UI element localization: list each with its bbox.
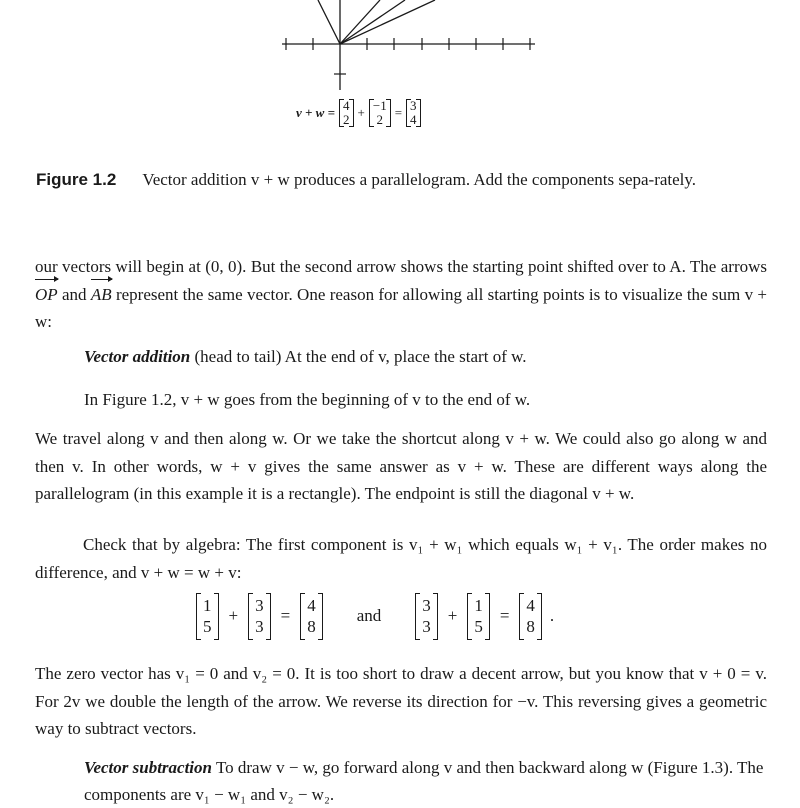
term-vector-addition: Vector addition — [84, 347, 191, 366]
equation-lhs: v + w = — [296, 105, 336, 120]
vector-arrow — [340, 0, 435, 44]
vector-sum: 3 4 — [406, 99, 421, 126]
paragraph: The zero vector has v₁ = 0 and v₂ = 0. It is too short to draw a decent arrow, but you know that v + 0 = v. For 2v we double the length of the arrow. We reverse its direction for −v. This reversing gives a geometric way to subtract vectors. — [35, 664, 767, 738]
vector: 4 8 — [519, 593, 542, 640]
paragraph: our vectors will begin at (0, 0). But the second arrow shows the starting point shifted over to A. The arrows OP and AB represent the same vector. One reason for allowing all starting points is to visualize the sum v + w: — [35, 257, 768, 331]
figure-label: Figure 1.2 — [36, 170, 117, 189]
paragraph: We travel along v and then along w. Or we take the shortcut along v + w. We could also go along w and then v. In other words, w + v gives the same answer as v + w. These are different ways along the parallelogram (in this example it is a rectangle). The endpoint is still the diagonal v + w. — [35, 429, 767, 503]
term-vector-subtraction: Vector subtraction — [84, 758, 212, 777]
figure-caption — [36, 166, 766, 193]
vector-ab: AB — [91, 281, 112, 309]
figure-equation — [296, 93, 421, 133]
commutative-equation: 1 5 + 3 3 = 4 8 and 3 3 + 1 5 = 4 8 . — [196, 593, 554, 640]
caption-text: Vector addition v + w produces a parallelogram. Add the components sepa-rately. — [142, 170, 697, 189]
vector-arrow — [340, 0, 380, 44]
vector-addition-diagram — [270, 0, 570, 95]
plus-sign: + — [357, 105, 365, 120]
vector: 3 3 — [248, 593, 271, 640]
equals-sign: = — [394, 105, 403, 120]
vector: 4 8 — [300, 593, 323, 640]
vector-op: OP — [35, 281, 58, 309]
vector: 1 5 — [196, 593, 219, 640]
vector-arrow — [340, 0, 405, 44]
vector: 3 3 — [415, 593, 438, 640]
vector-w: −1 2 — [369, 99, 391, 126]
vector-arrow — [318, 0, 340, 44]
figure-reference: In Figure 1.2, v + w goes from the beginning of v to the end of w. — [84, 390, 531, 409]
vector: 1 5 — [467, 593, 490, 640]
vector-subtraction-rule: Vector subtraction To draw v − w, go forward along v and then backward along w (Figure 1.3). The components are v₁ − w₁ and v₂ − w₂. — [84, 758, 764, 804]
vector-addition-rule: Vector addition (head to tail) At the end of v, place the start of w. — [84, 347, 527, 366]
vector-v: 4 2 — [339, 99, 354, 126]
and-word: and — [356, 606, 382, 626]
paragraph: Check that by algebra: The first component is v₁ + w₁ which equals w₁ + v₁. The order makes no difference, and v + w = w + v: — [35, 535, 767, 582]
